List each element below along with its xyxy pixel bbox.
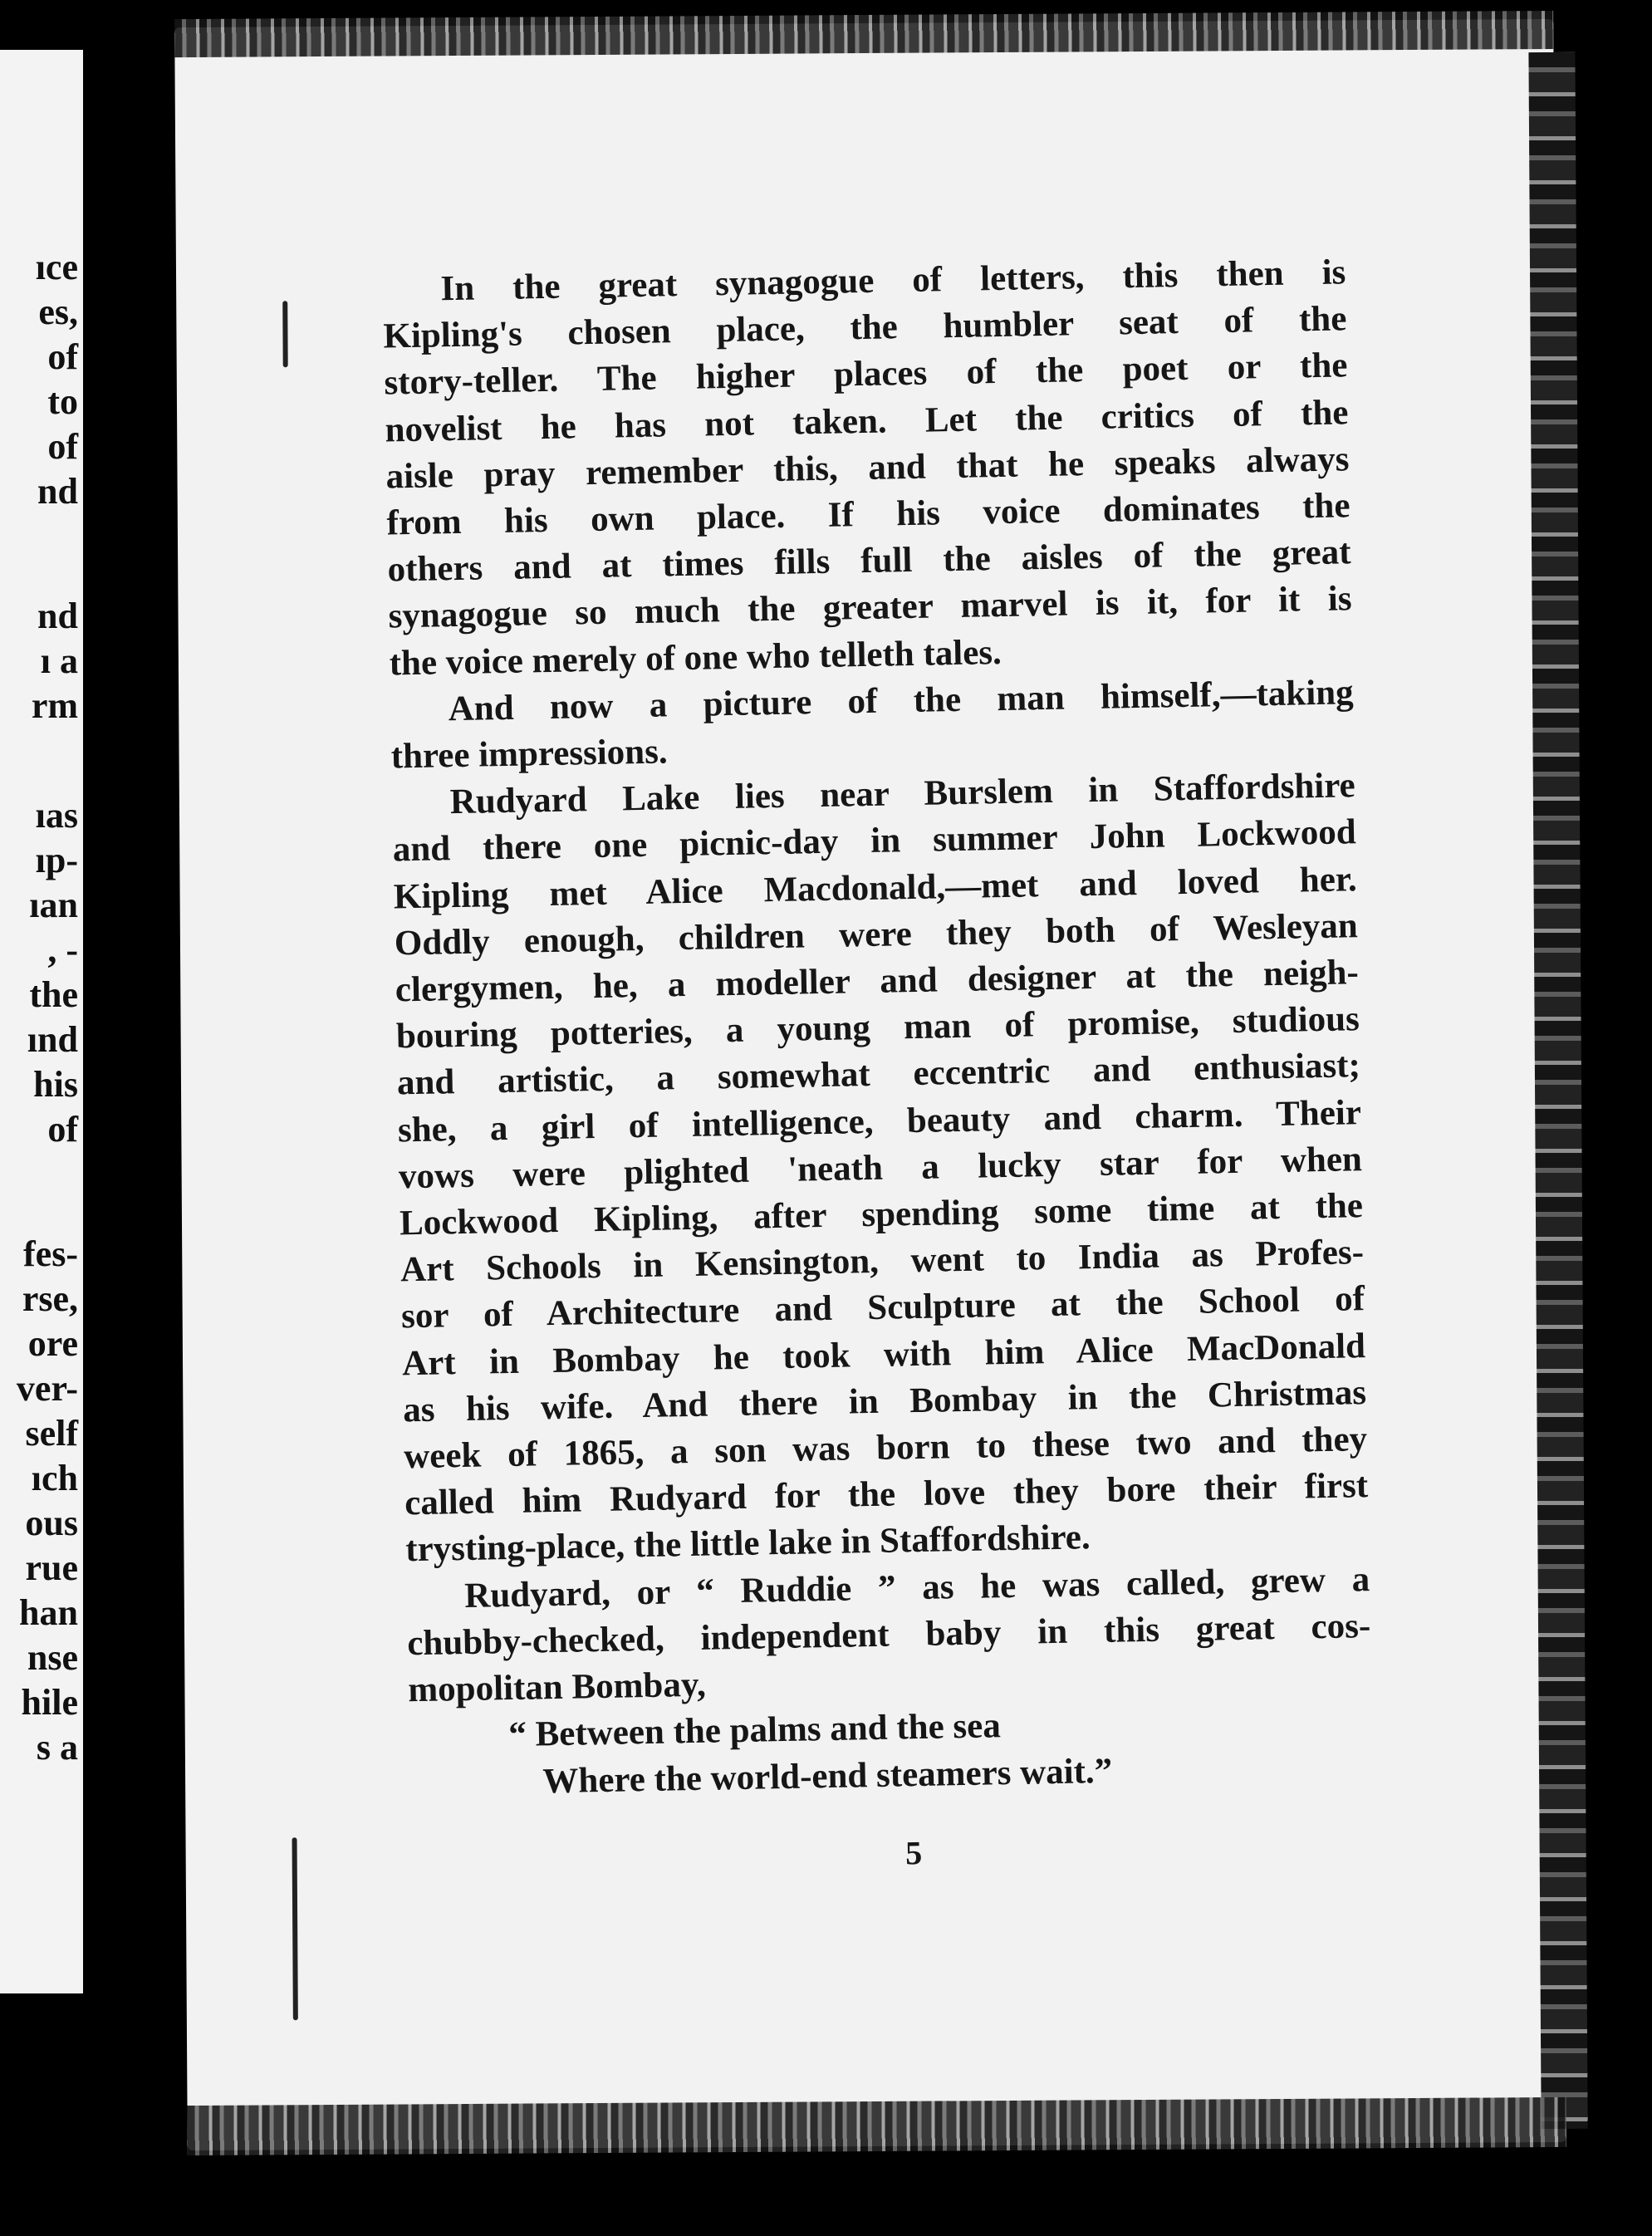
left-page-text-fragment: ver-	[16, 1368, 78, 1409]
text-line: she, a girl of intelligence, beauty and charm. Their	[397, 1092, 1362, 1150]
text-line: week of 1865, a son was born to these two and they	[403, 1420, 1368, 1477]
text-line: Oddly enough, children were they both of Wesleyan	[394, 906, 1359, 964]
left-page-text-fragment: of	[47, 336, 78, 377]
text-line: from his own place. If his voice dominates the	[386, 486, 1351, 543]
text-line: sor of Architecture and Sculpture at the School of	[400, 1279, 1365, 1336]
page-mark	[282, 301, 287, 367]
page-number: 5	[904, 1833, 923, 1872]
text-line: novelist he has not taken. Let the critics of the	[385, 392, 1349, 450]
text-line: In the great synagogue of letters, this then is	[440, 253, 1346, 309]
text-line: the voice merely of one who telleth tales.	[389, 632, 1002, 684]
left-page-text-fragment: ıp-	[35, 840, 78, 880]
text-line: chubby-checked, independent baby in this great cos-	[406, 1606, 1371, 1664]
left-page-text-fragment: fes-	[23, 1233, 78, 1274]
left-page-fragment	[0, 50, 83, 1993]
left-page-text-fragment: nd	[37, 596, 78, 636]
text-line: as his wife. And there in Bombay in the Christmas	[402, 1372, 1367, 1430]
left-page-text-fragment: han	[19, 1592, 78, 1633]
page-mark	[292, 1837, 298, 2020]
text-line: bouring potteries, a young man of promise, studious	[395, 999, 1360, 1057]
paragraph	[406, 1557, 1372, 1714]
left-page-text-fragment: ıce	[35, 247, 78, 287]
text-line: and there one picnic-day in summer John Lockwood	[392, 812, 1357, 870]
text-line: vows were plighted 'neath a lucky star for when	[398, 1139, 1363, 1197]
left-page-text-fragment: ıch	[31, 1458, 78, 1498]
book-page	[174, 19, 1566, 2150]
text-line: mopolitan Bombay,	[407, 1665, 707, 1710]
text-line: Rudyard, or “ Ruddie ” as he was called, grew a	[463, 1559, 1370, 1616]
page-top-edge	[174, 11, 1553, 57]
page-bottom-edge	[187, 2097, 1566, 2155]
text-line: called him Rudyard for the love they bore their first	[404, 1466, 1369, 1523]
verse-quote	[508, 1696, 1374, 1805]
left-page-text-fragment: ous	[25, 1503, 78, 1543]
text-line: synagogue so much the greater marvel is it, for it is	[388, 579, 1352, 636]
left-page-text-fragment: , -	[47, 929, 78, 970]
text-line: And now a picture of the man himself,—taking	[448, 673, 1354, 729]
text-line: aisle pray remember this, and that he speaks always	[385, 439, 1350, 497]
text-line: others and at times fills full the aisles of the great	[387, 532, 1351, 590]
left-page-text-fragment: ı a	[40, 640, 78, 681]
text-line: Kipling's chosen place, the humbler seat of the	[383, 299, 1347, 356]
left-page-text-fragment: the	[29, 974, 78, 1015]
left-page-text-fragment: to	[47, 381, 78, 422]
left-page-text-fragment: s a	[36, 1727, 78, 1768]
page-right-edge	[1528, 52, 1587, 2129]
text-line: Kipling met Alice Macdonald,—met and loved her.	[393, 859, 1358, 917]
paragraph	[390, 669, 1355, 781]
left-page-text-fragment: ıan	[29, 885, 78, 925]
verse-line: Where the world-end steamers wait.”	[542, 1751, 1113, 1801]
paragraph	[382, 249, 1353, 687]
left-page-text-fragment: ore	[27, 1323, 78, 1364]
left-page-text-fragment: self	[25, 1413, 78, 1454]
left-page-text-fragment: hile	[21, 1682, 78, 1723]
book-gutter	[83, 0, 181, 2236]
text-line: story-teller. The higher places of the poet or the	[384, 346, 1348, 403]
body-paragraphs	[382, 249, 1372, 1714]
left-page-text-fragment: es,	[38, 292, 78, 332]
text-line: Art in Bombay he took with him Alice MacDonald	[401, 1326, 1366, 1384]
left-page-text-fragment: rse,	[22, 1278, 78, 1319]
text-line: Lockwood Kipling, after spending some time at the	[399, 1186, 1364, 1243]
text-line: trysting-place, the little lake in Staffordshire.	[404, 1518, 1091, 1570]
left-page-text-fragment: nd	[37, 471, 78, 512]
left-page-text-fragment: rm	[31, 685, 78, 726]
left-page-text-fragment: ıas	[35, 795, 78, 836]
text-line: Art Schools in Kensington, went to India as Profes-	[400, 1233, 1365, 1290]
left-page-text-fragment: rue	[25, 1547, 78, 1588]
text-line: and artistic, a somewhat eccentric and enthusiast;	[396, 1046, 1361, 1103]
text-line: Rudyard Lake lies near Burslem in Staffordshire	[449, 766, 1356, 822]
left-page-text-fragment: nse	[27, 1637, 78, 1678]
verse-line: “ Between the palms and the sea	[507, 1706, 1002, 1755]
page-text	[382, 249, 1375, 1885]
left-page-text-fragment: ınd	[27, 1019, 78, 1060]
text-line: three impressions.	[390, 732, 669, 777]
text-line: clergymen, he, a modeller and designer at the neigh-	[395, 953, 1360, 1010]
left-page-text-fragment: of	[47, 1109, 78, 1150]
paragraph	[391, 762, 1369, 1574]
left-page-text-fragment: of	[47, 426, 78, 467]
left-page-text-fragment: his	[33, 1064, 78, 1105]
